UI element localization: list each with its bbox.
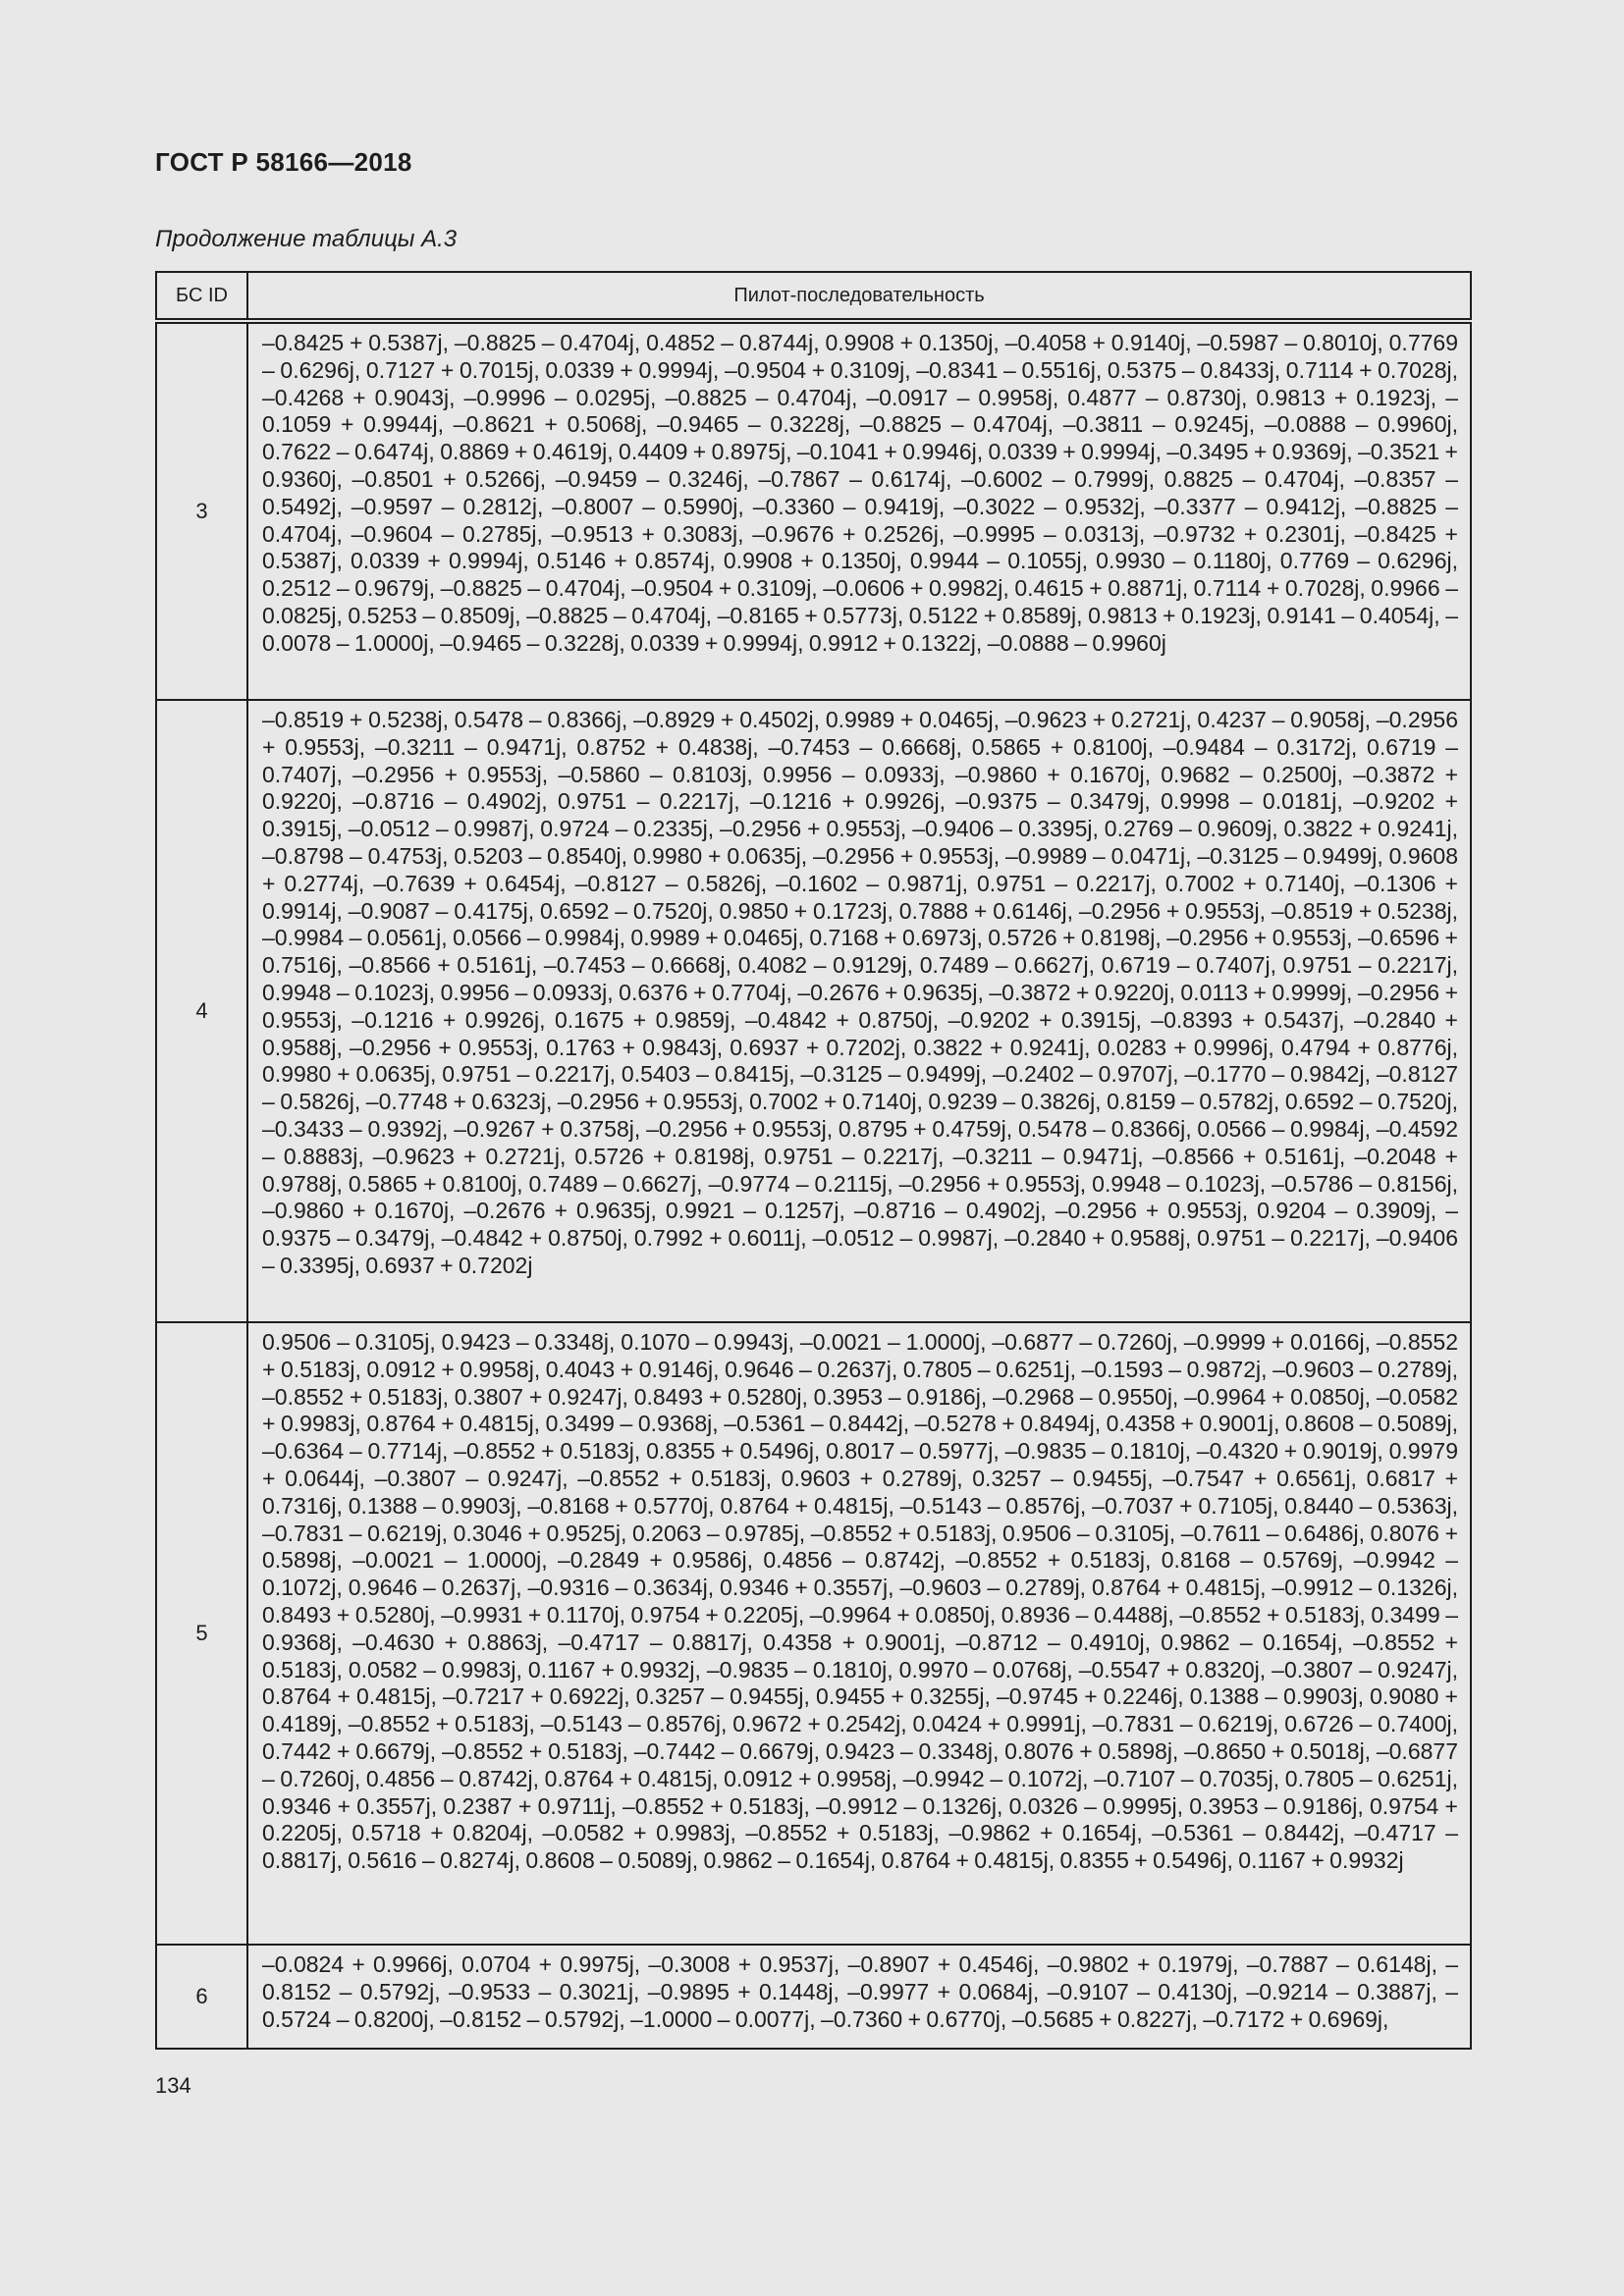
column-header-bs-id: БС ID [156, 272, 247, 321]
pilot-sequence-cell: –0.0824 + 0.9966j, 0.0704 + 0.9975j, –0.3008 + 0.9537j, –0.8907 + 0.4546j, –0.9802 + 0.1979j, –0.7887 – 0.6148j, –0.8152 – 0.5792j, –0.9533 – 0.3021j, –0.9895 + 0.1448j, –0.9977 + 0.0684j, –0.9107 – 0.4130j, –0.9214 – 0.3887j, –0.5724 – 0.8200j, –0.8152 – 0.5792j, –1.0000 – 0.0077j, –0.7360 + 0.6770j, –0.5685 + 0.8227j, –0.7172 + 0.6969j, [247, 1945, 1471, 2049]
bs-id-cell: 5 [156, 1322, 247, 1945]
pilot-sequence-cell: –0.8519 + 0.5238j, 0.5478 – 0.8366j, –0.8929 + 0.4502j, 0.9989 + 0.0465j, –0.9623 + 0.2721j, 0.4237 – 0.9058j, –0.2956 + 0.9553j, –0.3211 – 0.9471j, 0.8752 + 0.4838j, –0.7453 – 0.6668j, 0.5865 + 0.8100j, –0.9484 – 0.3172j, 0.6719 – 0.7407j, –0.2956 + 0.9553j, –0.5860 – 0.8103j, 0.9956 – 0.0933j, –0.9860 + 0.1670j, 0.9682 – 0.2500j, –0.3872 + 0.9220j, –0.8716 – 0.4902j, 0.9751 – 0.2217j, –0.1216 + 0.9926j, –0.9375 – 0.3479j, 0.9998 – 0.0181j, –0.9202 + 0.3915j, –0.0512 – 0.9987j, 0.9724 – 0.2335j, –0.2956 + 0.9553j, –0.9406 – 0.3395j, 0.2769 – 0.9609j, 0.3822 + 0.9241j, –0.8798 – 0.4753j, 0.5203 – 0.8540j, 0.9980 + 0.0635j, –0.2956 + 0.9553j, –0.9989 – 0.0471j, –0.3125 – 0.9499j, 0.9608 + 0.2774j, –0.7639 + 0.6454j, –0.8127 – 0.5826j, –0.1602 – 0.9871j, 0.9751 – 0.2217j, 0.7002 + 0.7140j, –0.1306 + 0.9914j, –0.9087 – 0.4175j, 0.6592 – 0.7520j, 0.9850 + 0.1723j, 0.7888 + 0.6146j, –0.2956 + 0.9553j, –0.8519 + 0.5238j, –0.9984 – 0.0561j, 0.0566 – 0.9984j, 0.9989 + 0.0465j, 0.7168 + 0.6973j, 0.5726 + 0.8198j, –0.2956 + 0.9553j, –0.6596 + 0.7516j, –0.8566 + 0.5161j, –0.7453 – 0.6668j, 0.4082 – 0.9129j, 0.7489 – 0.6627j, 0.6719 – 0.7407j, 0.9751 – 0.2217j, 0.9948 – 0.1023j, 0.9956 – 0.0933j, 0.6376 + 0.7704j, –0.2676 + 0.9635j, –0.3872 + 0.9220j, 0.0113 + 0.9999j, –0.2956 + 0.9553j, –0.1216 + 0.9926j, 0.1675 + 0.9859j, –0.4842 + 0.8750j, –0.9202 + 0.3915j, –0.8393 + 0.5437j, –0.2840 + 0.9588j, –0.2956 + 0.9553j, 0.1763 + 0.9843j, 0.6937 + 0.7202j, 0.3822 + 0.9241j, 0.0283 + 0.9996j, 0.4794 + 0.8776j, 0.9980 + 0.0635j, 0.9751 – 0.2217j, 0.5403 – 0.8415j, –0.3125 – 0.9499j, –0.2402 – 0.9707j, –0.1770 – 0.9842j, –0.8127 – 0.5826j, –0.7748 + 0.6323j, –0.2956 + 0.9553j, 0.7002 + 0.7140j, 0.9239 – 0.3826j, 0.8159 – 0.5782j, 0.6592 – 0.7520j, –0.3433 – 0.9392j, –0.9267 + 0.3758j, –0.2956 + 0.9553j, 0.8795 + 0.4759j, 0.5478 – 0.8366j, 0.0566 – 0.9984j, –0.4592 – 0.8883j, –0.9623 + 0.2721j, 0.5726 + 0.8198j, 0.9751 – 0.2217j, –0.3211 – 0.9471j, –0.8566 + 0.5161j, –0.2048 + 0.9788j, 0.5865 + 0.8100j, 0.7489 – 0.6627j, –0.9774 – 0.2115j, –0.2956 + 0.9553j, 0.9948 – 0.1023j, –0.5786 – 0.8156j, –0.9860 + 0.1670j, –0.2676 + 0.9635j, 0.9921 – 0.1257j, –0.8716 – 0.4902j, –0.2956 + 0.9553j, 0.9204 – 0.3909j, –0.9375 – 0.3479j, –0.4842 + 0.8750j, 0.7992 + 0.6011j, –0.0512 – 0.9987j, –0.2840 + 0.9588j, 0.9751 – 0.2217j, –0.9406 – 0.3395j, 0.6937 + 0.7202j [247, 700, 1471, 1322]
table-row [156, 1322, 1471, 1945]
table-header-row [156, 272, 1471, 321]
table-row [156, 700, 1471, 1322]
page-number: 134 [155, 2073, 191, 2098]
document-header: ГОСТ Р 58166—2018 [155, 147, 412, 177]
pilot-sequence-table [155, 271, 1472, 2050]
bs-id-cell: 6 [156, 1945, 247, 2049]
table-row [156, 321, 1471, 700]
table-caption: Продолжение таблицы А.3 [155, 226, 458, 252]
column-header-pilot-sequence: Пилот-последовательность [247, 272, 1471, 321]
pilot-sequence-cell: 0.9506 – 0.3105j, 0.9423 – 0.3348j, 0.1070 – 0.9943j, –0.0021 – 1.0000j, –0.6877 – 0.7260j, –0.9999 + 0.0166j, –0.8552 + 0.5183j, 0.0912 + 0.9958j, 0.4043 + 0.9146j, 0.9646 – 0.2637j, 0.7805 – 0.6251j, –0.1593 – 0.9872j, –0.9603 – 0.2789j, –0.8552 + 0.5183j, 0.3807 + 0.9247j, 0.8493 + 0.5280j, 0.3953 – 0.9186j, –0.2968 – 0.9550j, –0.9964 + 0.0850j, –0.0582 + 0.9983j, 0.8764 + 0.4815j, 0.3499 – 0.9368j, –0.5361 – 0.8442j, –0.5278 + 0.8494j, 0.4358 + 0.9001j, 0.8608 – 0.5089j, –0.6364 – 0.7714j, –0.8552 + 0.5183j, 0.8355 + 0.5496j, 0.8017 – 0.5977j, –0.9835 – 0.1810j, –0.4320 + 0.9019j, 0.9979 + 0.0644j, –0.3807 – 0.9247j, –0.8552 + 0.5183j, 0.9603 + 0.2789j, 0.3257 – 0.9455j, –0.7547 + 0.6561j, 0.6817 + 0.7316j, 0.1388 – 0.9903j, –0.8168 + 0.5770j, 0.8764 + 0.4815j, –0.5143 – 0.8576j, –0.7037 + 0.7105j, 0.8440 – 0.5363j, –0.7831 – 0.6219j, 0.3046 + 0.9525j, 0.2063 – 0.9785j, –0.8552 + 0.5183j, 0.9506 – 0.3105j, –0.7611 – 0.6486j, 0.8076 + 0.5898j, –0.0021 – 1.0000j, –0.2849 + 0.9586j, 0.4856 – 0.8742j, –0.8552 + 0.5183j, 0.8168 – 0.5769j, –0.9942 – 0.1072j, 0.9646 – 0.2637j, –0.9316 – 0.3634j, 0.9346 + 0.3557j, –0.9603 – 0.2789j, 0.8764 + 0.4815j, –0.9912 – 0.1326j, 0.8493 + 0.5280j, –0.9931 + 0.1170j, 0.9754 + 0.2205j, –0.9964 + 0.0850j, 0.8936 – 0.4488j, –0.8552 + 0.5183j, 0.3499 – 0.9368j, –0.4630 + 0.8863j, –0.4717 – 0.8817j, 0.4358 + 0.9001j, –0.8712 – 0.4910j, 0.9862 – 0.1654j, –0.8552 + 0.5183j, 0.0582 – 0.9983j, 0.1167 + 0.9932j, –0.9835 – 0.1810j, 0.9970 – 0.0768j, –0.5547 + 0.8320j, –0.3807 – 0.9247j, 0.8764 + 0.4815j, –0.7217 + 0.6922j, 0.3257 – 0.9455j, 0.9455 + 0.3255j, –0.9745 + 0.2246j, 0.1388 – 0.9903j, 0.9080 + 0.4189j, –0.8552 + 0.5183j, –0.5143 – 0.8576j, 0.9672 + 0.2542j, 0.0424 + 0.9991j, –0.7831 – 0.6219j, 0.6726 – 0.7400j, 0.7442 + 0.6679j, –0.8552 + 0.5183j, –0.7442 – 0.6679j, 0.9423 – 0.3348j, 0.8076 + 0.5898j, –0.8650 + 0.5018j, –0.6877 – 0.7260j, 0.4856 – 0.8742j, 0.8764 + 0.4815j, 0.0912 + 0.9958j, –0.9942 – 0.1072j, –0.7107 – 0.7035j, 0.7805 – 0.6251j, 0.9346 + 0.3557j, 0.2387 + 0.9711j, –0.8552 + 0.5183j, –0.9912 – 0.1326j, 0.0326 – 0.9995j, 0.3953 – 0.9186j, 0.9754 + 0.2205j, 0.5718 + 0.8204j, –0.0582 + 0.9983j, –0.8552 + 0.5183j, –0.9862 + 0.1654j, –0.5361 – 0.8442j, –0.4717 – 0.8817j, 0.5616 – 0.8274j, 0.8608 – 0.5089j, 0.9862 – 0.1654j, 0.8764 + 0.4815j, 0.8355 + 0.5496j, 0.1167 + 0.9932j [247, 1322, 1471, 1945]
table-row [156, 1945, 1471, 2049]
bs-id-cell: 4 [156, 700, 247, 1322]
pilot-sequence-cell: –0.8425 + 0.5387j, –0.8825 – 0.4704j, 0.4852 – 0.8744j, 0.9908 + 0.1350j, –0.4058 + 0.9140j, –0.5987 – 0.8010j, 0.7769 – 0.6296j, 0.7127 + 0.7015j, 0.0339 + 0.9994j, –0.9504 + 0.3109j, –0.8341 – 0.5516j, 0.5375 – 0.8433j, 0.7114 + 0.7028j, –0.4268 + 0.9043j, –0.9996 – 0.0295j, –0.8825 – 0.4704j, –0.0917 – 0.9958j, 0.4877 – 0.8730j, 0.9813 + 0.1923j, –0.1059 + 0.9944j, –0.8621 + 0.5068j, –0.9465 – 0.3228j, –0.8825 – 0.4704j, –0.3811 – 0.9245j, –0.0888 – 0.9960j, 0.7622 – 0.6474j, 0.8869 + 0.4619j, 0.4409 + 0.8975j, –0.1041 + 0.9946j, 0.0339 + 0.9994j, –0.3495 + 0.9369j, –0.3521 + 0.9360j, –0.8501 + 0.5266j, –0.9459 – 0.3246j, –0.7867 – 0.6174j, –0.6002 – 0.7999j, 0.8825 – 0.4704j, –0.8357 – 0.5492j, –0.9597 – 0.2812j, –0.8007 – 0.5990j, –0.3360 – 0.9419j, –0.3022 – 0.9532j, –0.3377 – 0.9412j, –0.8825 – 0.4704j, –0.9604 – 0.2785j, –0.9513 + 0.3083j, –0.9676 + 0.2526j, –0.9995 – 0.0313j, –0.9732 + 0.2301j, –0.8425 + 0.5387j, 0.0339 + 0.9994j, 0.5146 + 0.8574j, 0.9908 + 0.1350j, 0.9944 – 0.1055j, 0.9930 – 0.1180j, 0.7769 – 0.6296j, 0.2512 – 0.9679j, –0.8825 – 0.4704j, –0.9504 + 0.3109j, –0.0606 + 0.9982j, 0.4615 + 0.8871j, 0.7114 + 0.7028j, 0.9966 – 0.0825j, 0.5253 – 0.8509j, –0.8825 – 0.4704j, –0.8165 + 0.5773j, 0.5122 + 0.8589j, 0.9813 + 0.1923j, 0.9141 – 0.4054j, –0.0078 – 1.0000j, –0.9465 – 0.3228j, 0.0339 + 0.9994j, 0.9912 + 0.1322j, –0.0888 – 0.9960j [247, 321, 1471, 700]
bs-id-cell: 3 [156, 321, 247, 700]
